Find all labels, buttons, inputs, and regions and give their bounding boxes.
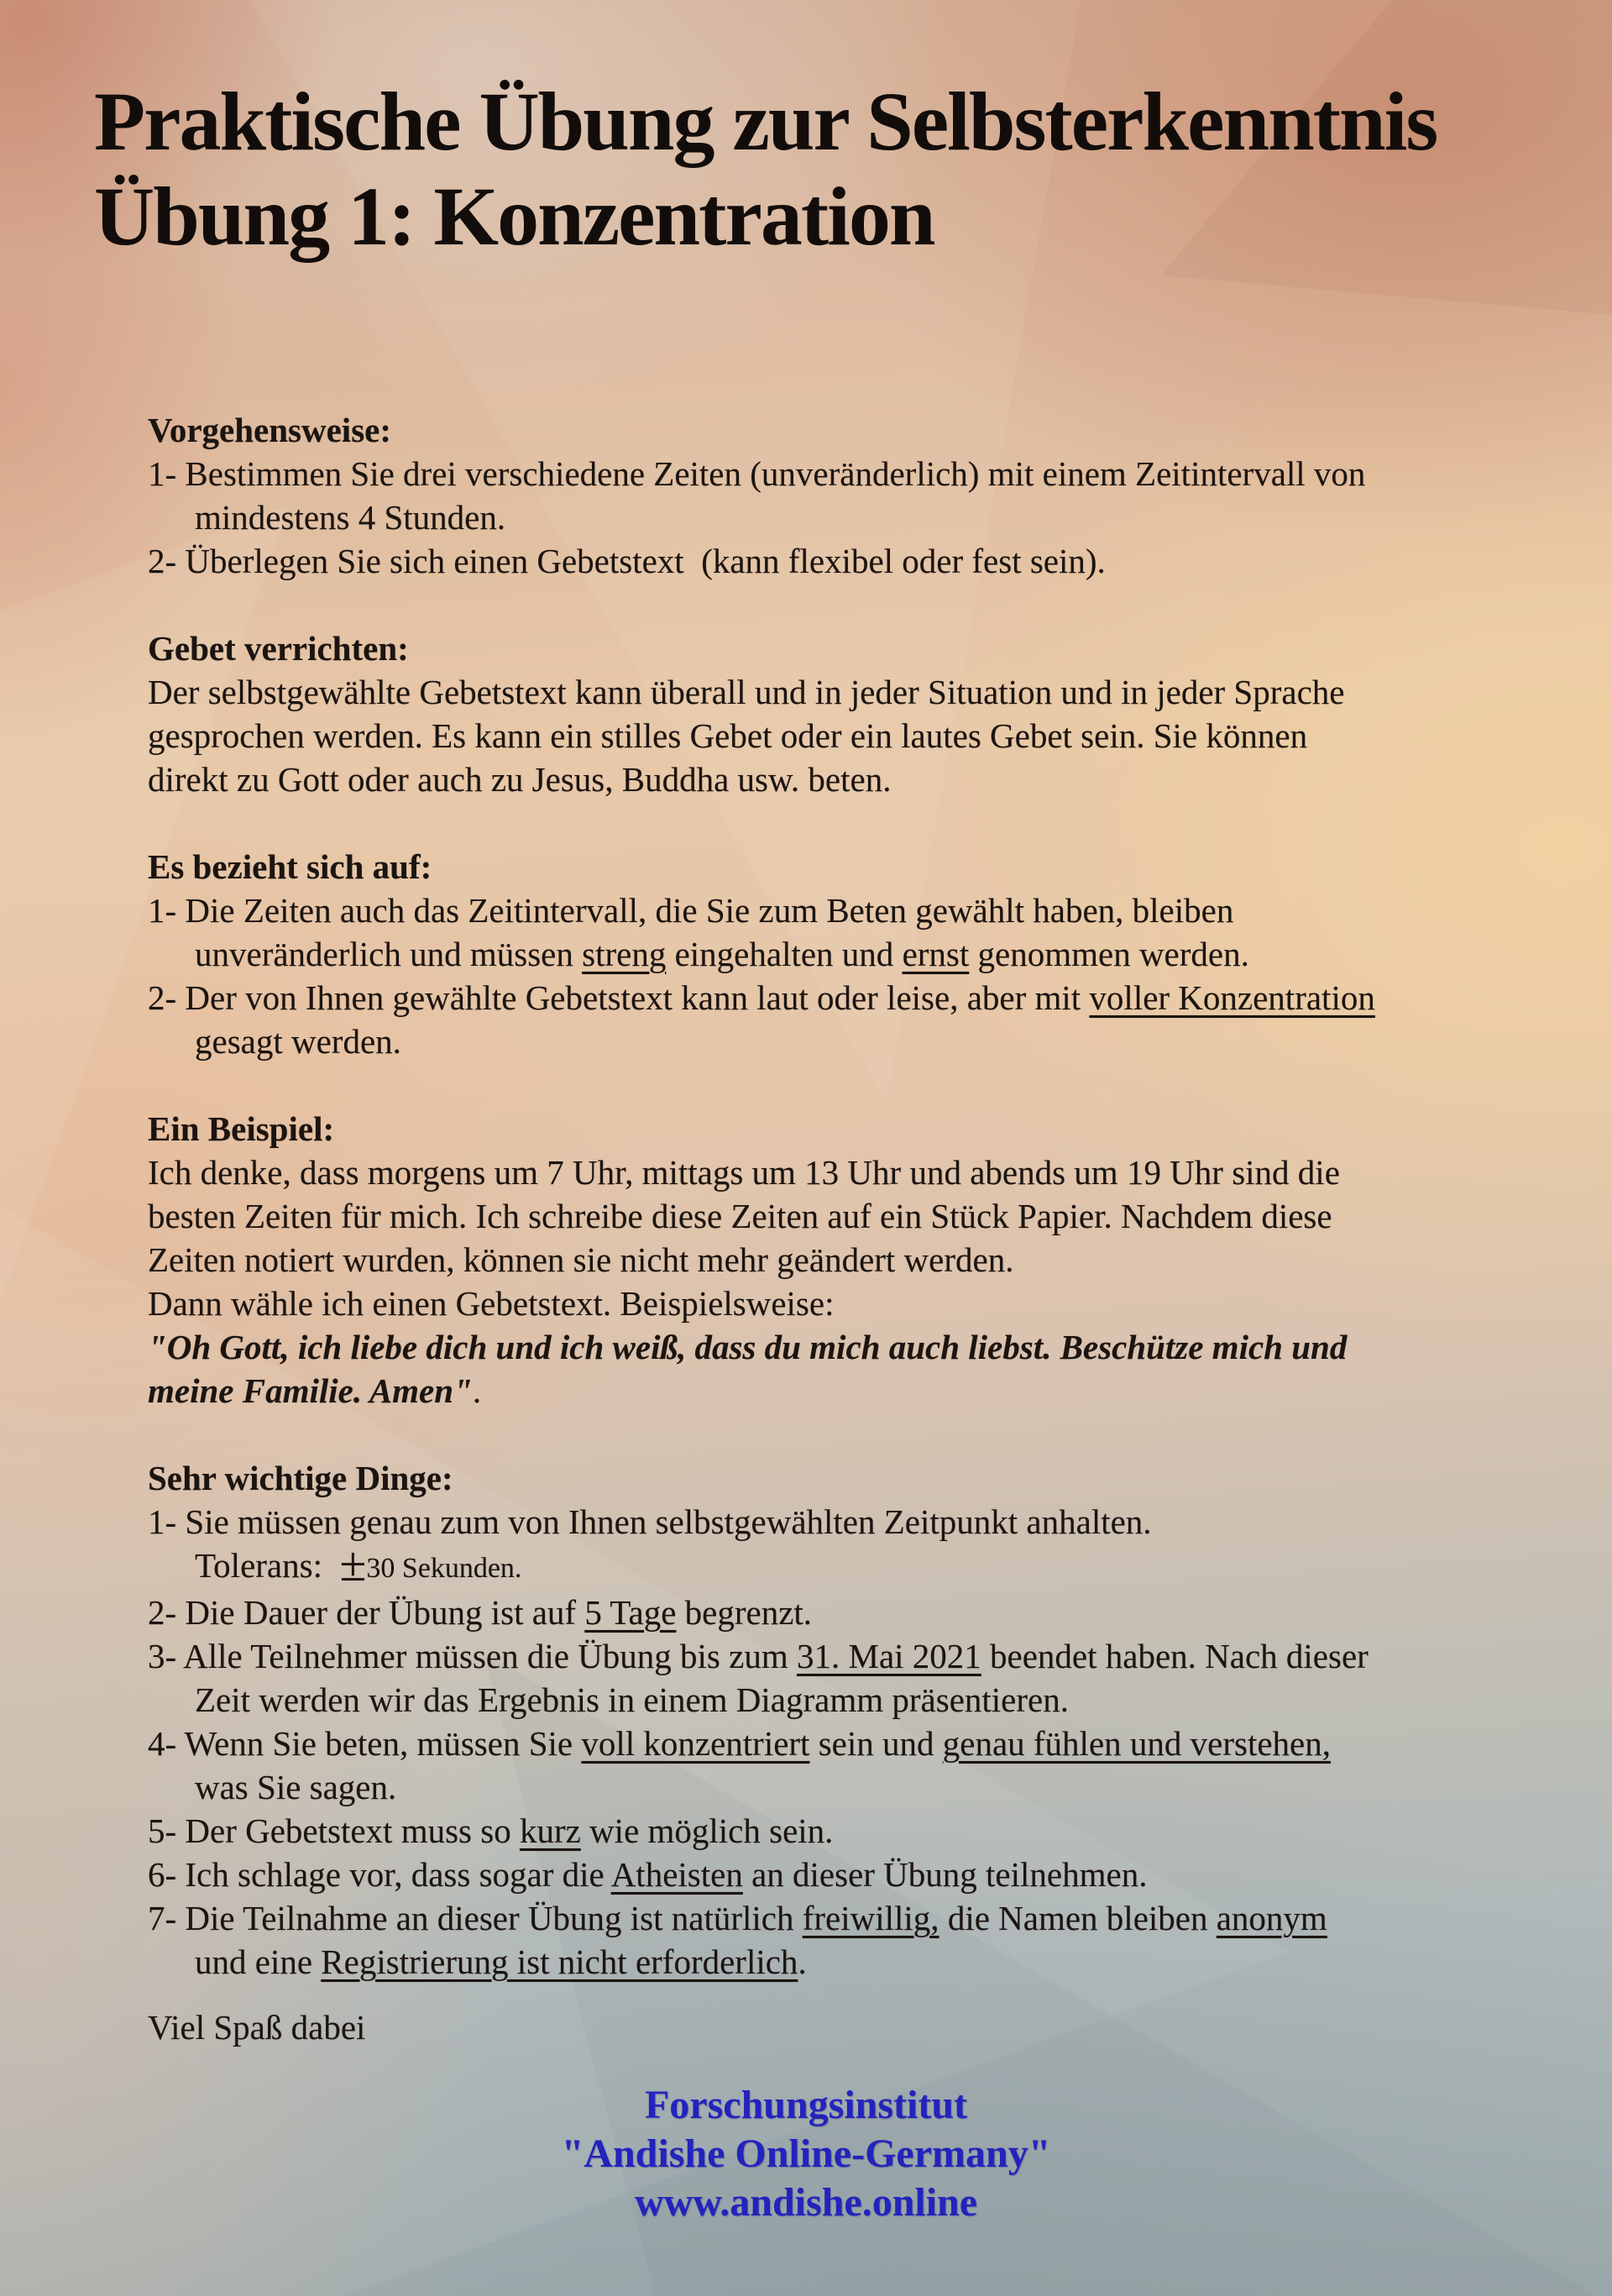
text-segment: 2- Die Dauer der Übung ist auf bbox=[148, 1593, 585, 1632]
text-line bbox=[148, 889, 1515, 932]
title-line-1: Praktische Übung zur Selbsterkenntnis bbox=[94, 75, 1437, 168]
section-heading: Gebet verrichten: bbox=[148, 629, 409, 668]
text-segment: streng bbox=[582, 935, 667, 973]
text-line bbox=[148, 1282, 1515, 1325]
title-line-2: Übung 1: Konzentration bbox=[94, 170, 934, 263]
text-segment: Ich denke, dass morgens um 7 Uhr, mittags um 13 Uhr und abends um 19 Uhr sind die bbox=[148, 1153, 1340, 1192]
text-segment: die Namen bleiben bbox=[939, 1899, 1217, 1937]
text-line bbox=[148, 1940, 1515, 1984]
text-line bbox=[148, 1591, 1515, 1634]
text-segment: 5- Der Gebetstext muss so bbox=[148, 1811, 520, 1850]
text-segment: eingehalten und bbox=[666, 935, 903, 973]
text-line bbox=[148, 714, 1515, 757]
section bbox=[148, 1107, 1515, 1413]
text-segment: begrenzt. bbox=[676, 1593, 813, 1632]
section bbox=[148, 845, 1515, 1063]
text-line bbox=[148, 1722, 1515, 1765]
sections bbox=[148, 408, 1515, 1984]
text-line bbox=[148, 1238, 1515, 1282]
text-segment: ± bbox=[339, 1537, 367, 1591]
text-segment: 2- Überlegen Sie sich einen Gebetstext (kann flexibel oder fest sein). bbox=[148, 542, 1106, 580]
text-segment: 31. Mai 2021 bbox=[796, 1637, 981, 1675]
text-segment: "Oh Gott, ich liebe dich und ich weiß, dass du mich auch liebst. Beschütze mich und bbox=[148, 1328, 1348, 1366]
text-line bbox=[148, 452, 1515, 495]
text-line bbox=[148, 1634, 1515, 1678]
text-line bbox=[148, 670, 1515, 714]
text-line bbox=[148, 1765, 1515, 1809]
text-segment: 1- Bestimmen Sie drei verschiedene Zeiten (unveränderlich) mit einem Zeitintervall von bbox=[148, 454, 1366, 493]
text-segment: 5 Tage bbox=[584, 1593, 677, 1632]
text-segment: besten Zeiten für mich. Ich schreibe diese Zeiten auf ein Stück Papier. Nachdem diese bbox=[148, 1197, 1332, 1235]
closing-text: Viel Spaß dabei bbox=[148, 2008, 366, 2047]
text-line bbox=[148, 1020, 1515, 1063]
text-segment: 1- Sie müssen genau zum von Ihnen selbstgewählten Zeitpunkt anhalten. bbox=[148, 1502, 1152, 1541]
footer-website: www.andishe.online bbox=[634, 2180, 978, 2225]
text-segment: . bbox=[798, 1942, 807, 1981]
text-segment: 2- Der von Ihnen gewählte Gebetstext kann laut oder leise, aber mit bbox=[148, 978, 1090, 1017]
text-line bbox=[148, 932, 1515, 976]
text-line bbox=[148, 1678, 1515, 1722]
text-segment: gesagt werden. bbox=[195, 1022, 401, 1061]
text-line bbox=[148, 495, 1515, 539]
section-heading: Ein Beispiel: bbox=[148, 1109, 335, 1148]
text-segment: Zeiten notiert wurden, können sie nicht mehr geändert werden. bbox=[148, 1240, 1014, 1279]
text-line bbox=[148, 1325, 1515, 1369]
text-segment: Zeit werden wir das Ergebnis in einem Diagramm präsentieren. bbox=[195, 1680, 1069, 1719]
text-segment: Registrierung ist nicht erforderlich bbox=[321, 1942, 798, 1981]
section-heading: Es bezieht sich auf: bbox=[148, 847, 432, 886]
text-line bbox=[148, 539, 1515, 583]
text-segment: mindestens 4 Stunden. bbox=[195, 498, 506, 537]
text-segment: und eine bbox=[195, 1942, 322, 1981]
text-segment: 4- Wenn Sie beten, müssen Sie bbox=[148, 1724, 582, 1763]
text-segment: 3- Alle Teilnehmer müssen die Übung bis zum bbox=[148, 1637, 797, 1675]
text-segment: 7- Die Teilnahme an dieser Übung ist natürlich bbox=[148, 1899, 803, 1937]
text-segment: voller Konzentration bbox=[1089, 978, 1375, 1017]
section-heading: Vorgehensweise: bbox=[148, 411, 392, 449]
text-segment: gesprochen werden. Es kann ein stilles Gebet oder ein lautes Gebet sein. Sie können bbox=[148, 716, 1308, 755]
text-segment: meine Familie. Amen" bbox=[148, 1371, 473, 1410]
text-segment: an dieser Übung teilnehmen. bbox=[742, 1855, 1148, 1894]
text-line bbox=[148, 1151, 1515, 1194]
text-segment: freiwillig, bbox=[802, 1899, 939, 1937]
text-line bbox=[148, 757, 1515, 801]
text-segment: genommen werden. bbox=[969, 935, 1249, 973]
text-segment: Atheisten bbox=[610, 1855, 743, 1894]
text-segment: unveränderlich und müssen bbox=[195, 935, 583, 973]
section bbox=[148, 1456, 1515, 1984]
text-segment: Der selbstgewählte Gebetstext kann überall und in jeder Situation und in jeder Sprache bbox=[148, 673, 1345, 711]
text-line bbox=[148, 1853, 1515, 1896]
text-segment: ernst bbox=[902, 935, 970, 973]
section bbox=[148, 626, 1515, 801]
text-segment: . bbox=[472, 1371, 482, 1410]
text-segment: anonym bbox=[1216, 1899, 1327, 1937]
text-segment: direkt zu Gott oder auch zu Jesus, Buddha usw. beten. bbox=[148, 760, 892, 799]
footer-organization-name: "Andishe Online-Germany" bbox=[561, 2131, 1051, 2176]
text-segment: genau fühlen und verstehen, bbox=[942, 1724, 1331, 1763]
text-segment: 30 Sekunden. bbox=[366, 1553, 522, 1584]
text-segment: beendet haben. Nach dieser bbox=[981, 1637, 1369, 1675]
text-segment: 6- Ich schlage vor, dass sogar die bbox=[148, 1855, 611, 1894]
text-line bbox=[148, 1809, 1515, 1853]
text-segment: Dann wähle ich einen Gebetstext. Beispielsweise: bbox=[148, 1284, 835, 1323]
document-title bbox=[94, 74, 1437, 264]
text-segment: kurz bbox=[519, 1811, 581, 1850]
section-heading: Sehr wichtige Dinge: bbox=[148, 1459, 453, 1497]
footer bbox=[0, 2081, 1612, 2227]
text-line bbox=[148, 1194, 1515, 1238]
text-line bbox=[148, 976, 1515, 1020]
text-segment: Tolerans: bbox=[195, 1546, 340, 1585]
text-segment: sein und bbox=[809, 1724, 943, 1763]
text-line bbox=[148, 1537, 1515, 1591]
text-line bbox=[148, 1896, 1515, 1940]
text-line bbox=[148, 1369, 1515, 1413]
document-body bbox=[148, 408, 1515, 2049]
text-segment: 1- Die Zeiten auch das Zeitintervall, die Sie zum Beten gewählt haben, bleiben bbox=[148, 891, 1234, 930]
text-segment: wie möglich sein. bbox=[580, 1811, 834, 1850]
footer-institute: Forschungsinstitut bbox=[644, 2083, 968, 2127]
section bbox=[148, 408, 1515, 583]
text-segment: was Sie sagen. bbox=[195, 1768, 397, 1806]
text-segment: voll konzentriert bbox=[581, 1724, 810, 1763]
